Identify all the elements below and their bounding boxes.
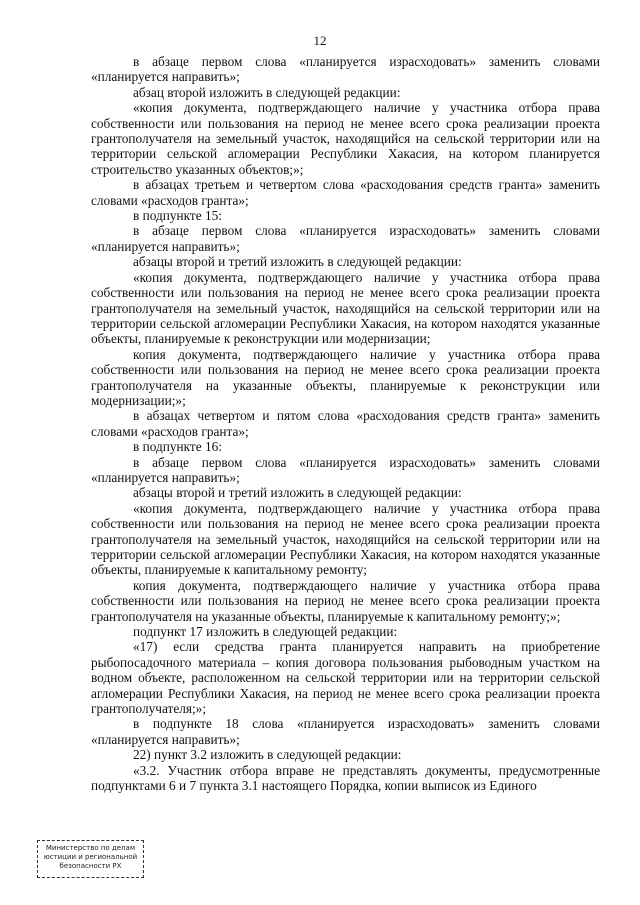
paragraph: копия документа, подтверждающего наличие у участника отбора права собственности или пользования на период не менее всего срока реализации проекта грантополучателя на указанные объекты, планируемые к реконструкции или модернизации;»; xyxy=(91,346,600,408)
paragraph: «копия документа, подтверждающего наличие у участника отбора права собственности или пользования на период не менее всего срока реализации проекта грантополучателя на земельный участок, находящийся на сельской территории или на территории сельской агломерации Республики Хакасия, на котором находятся указанные объекты, планируемые к реконструкции или модернизации; xyxy=(91,269,600,347)
paragraph: абзацы второй и третий изложить в следующей редакции: xyxy=(133,485,462,501)
paragraph: абзацы второй и третий изложить в следующей редакции: xyxy=(133,254,462,270)
paragraph: «копия документа, подтверждающего наличие у участника отбора права собственности или пользования на период не менее всего срока реализации проекта грантополучателя на земельный участок, находящийся на сельской территории или на территории сельской агломерации Республики Хакасия, на котором находятся указанные объекты, планируемые к капитальному ремонту; xyxy=(91,500,600,578)
paragraph: в абзаце первом слова «планируется израсходовать» заменить словами «планируется направить»; xyxy=(91,223,600,254)
paragraph: копия документа, подтверждающего наличие у участника отбора права собственности или пользования на период не менее всего срока реализации проекта грантополучателя на указанные объекты, планируемые к капитальному ремонту;»; xyxy=(91,577,600,624)
paragraph: 22) пункт 3.2 изложить в следующей редакции: xyxy=(133,747,402,763)
paragraph: в абзацах третьем и четвертом слова «расходования средств гранта» заменить словами «расходов гранта»; xyxy=(91,177,600,208)
paragraph: в подпункте 15: xyxy=(133,208,222,224)
paragraph: «17) если средства гранта планируется направить на приобретение рыбопосадочного материала – копия договора пользования рыбоводным участком на водном объекте, расположенном на сельской территории или на территории сельской агломерации Республики Хакасия, на период не менее всего срока реализации проекта грантополучателя;»; xyxy=(91,639,600,717)
stamp-line: Министерство по делам xyxy=(45,844,136,852)
paragraph: абзац второй изложить в следующей редакции: xyxy=(133,84,401,100)
paragraph: подпункт 17 изложить в следующей редакции: xyxy=(133,624,398,640)
paragraph: в абзацах четвертом и пятом слова «расходования средств гранта» заменить словами «расходов гранта»; xyxy=(91,408,600,439)
stamp-line: безопасности РХ xyxy=(59,862,122,870)
paragraph: «копия документа, подтверждающего наличие у участника отбора права собственности или пользования на период не менее всего срока реализации проекта грантополучателя на земельный участок, находящийся на сельской территории или на территории сельской агломерации Республики Хакасия, на котором планируется строительство указанных объектов;»; xyxy=(91,100,600,177)
page-number: 12 xyxy=(313,33,327,48)
ministry-stamp xyxy=(37,840,144,878)
paragraph: «3.2. Участник отбора вправе не представлять документы, предусмотренные подпунктами 6 и 7 пункта 3.1 настоящего Порядка, копии выписок из Единого xyxy=(91,762,600,794)
document-body xyxy=(91,54,600,794)
paragraph: в подпункте 18 слова «планируется израсходовать» заменить словами «планируется направить»; xyxy=(91,716,600,747)
stamp-line: юстиции и региональной xyxy=(43,853,138,861)
paragraph: в абзаце первом слова «планируется израсходовать» заменить словами «планируется направить»; xyxy=(91,54,600,85)
paragraph: в подпункте 16: xyxy=(133,439,222,455)
paragraph: в абзаце первом слова «планируется израсходовать» заменить словами «планируется направить»; xyxy=(91,454,600,485)
